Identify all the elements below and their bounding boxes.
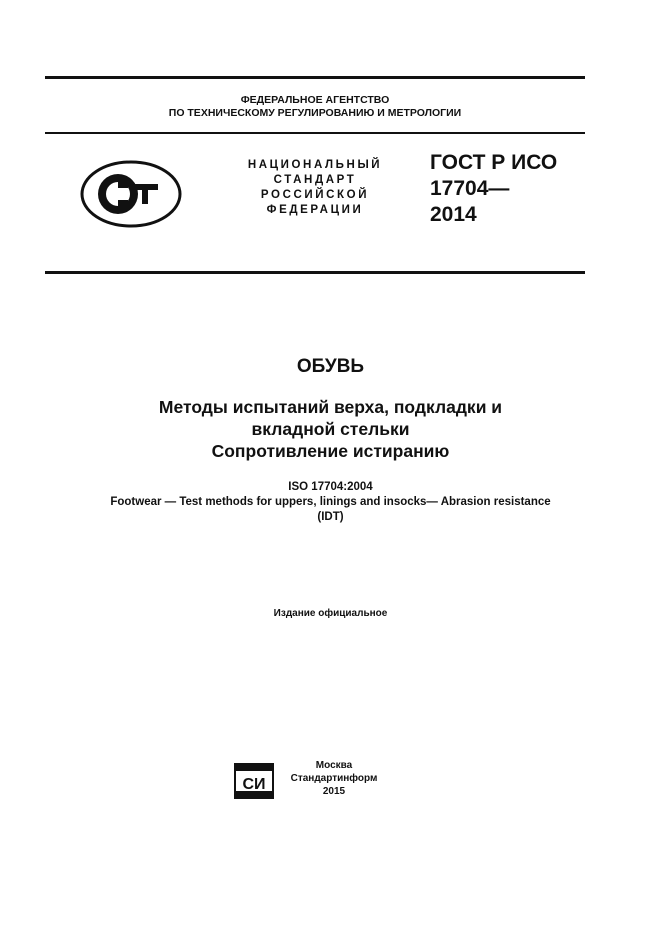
standard-designation	[430, 150, 557, 228]
designation-line-3: 2014	[430, 203, 477, 226]
logo-text: РСТ	[131, 222, 133, 223]
document-subtitle	[60, 396, 601, 462]
iso-degree: (IDT)	[317, 511, 344, 523]
rst-certification-mark-icon	[80, 160, 182, 228]
national-standard-line-2: СТАНДАРТ	[273, 174, 357, 186]
section-rule	[45, 271, 585, 274]
subtitle-line-3: Сопротивление истиранию	[211, 441, 450, 461]
publisher-city: Москва	[315, 760, 353, 771]
national-standard-label	[228, 158, 402, 218]
document-title: ОБУВЬ	[296, 356, 365, 377]
national-standard-line-3: РОССИЙСКОЙ	[260, 189, 370, 201]
designation-line-1: ГОСТ Р ИСО	[430, 151, 558, 174]
agency-line-1: ФЕДЕРАЛЬНОЕ АГЕНТСТВО	[240, 94, 390, 106]
publisher-logo-text: СИ	[242, 776, 266, 793]
publisher-name: Стандартинформ	[290, 773, 378, 784]
top-rule	[45, 76, 585, 79]
standartinform-logo-icon	[234, 763, 274, 799]
publisher-block	[282, 759, 386, 798]
national-standard-line-1: НАЦИОНАЛЬНЫЙ	[247, 159, 383, 171]
iso-reference: ISO 17704:2004	[288, 481, 373, 493]
publisher-year: 2015	[322, 786, 346, 797]
iso-english-title: Footwear — Test methods for uppers, linings and insocks— Abrasion resistance	[110, 496, 551, 508]
edition-label: Издание официальное	[273, 608, 388, 619]
header-rule	[45, 132, 585, 134]
agency-line-2: ПО ТЕХНИЧЕСКОМУ РЕГУЛИРОВАНИЮ И МЕТРОЛОГИИ	[168, 107, 462, 119]
national-standard-line-4: ФЕДЕРАЦИИ	[266, 204, 364, 216]
agency-header	[45, 94, 585, 120]
iso-reference-block	[20, 480, 641, 525]
subtitle-line-1: Методы испытаний верха, подкладки и	[158, 397, 503, 417]
designation-line-2: 17704—	[430, 177, 510, 200]
subtitle-line-2: вкладной стельки	[251, 419, 410, 439]
